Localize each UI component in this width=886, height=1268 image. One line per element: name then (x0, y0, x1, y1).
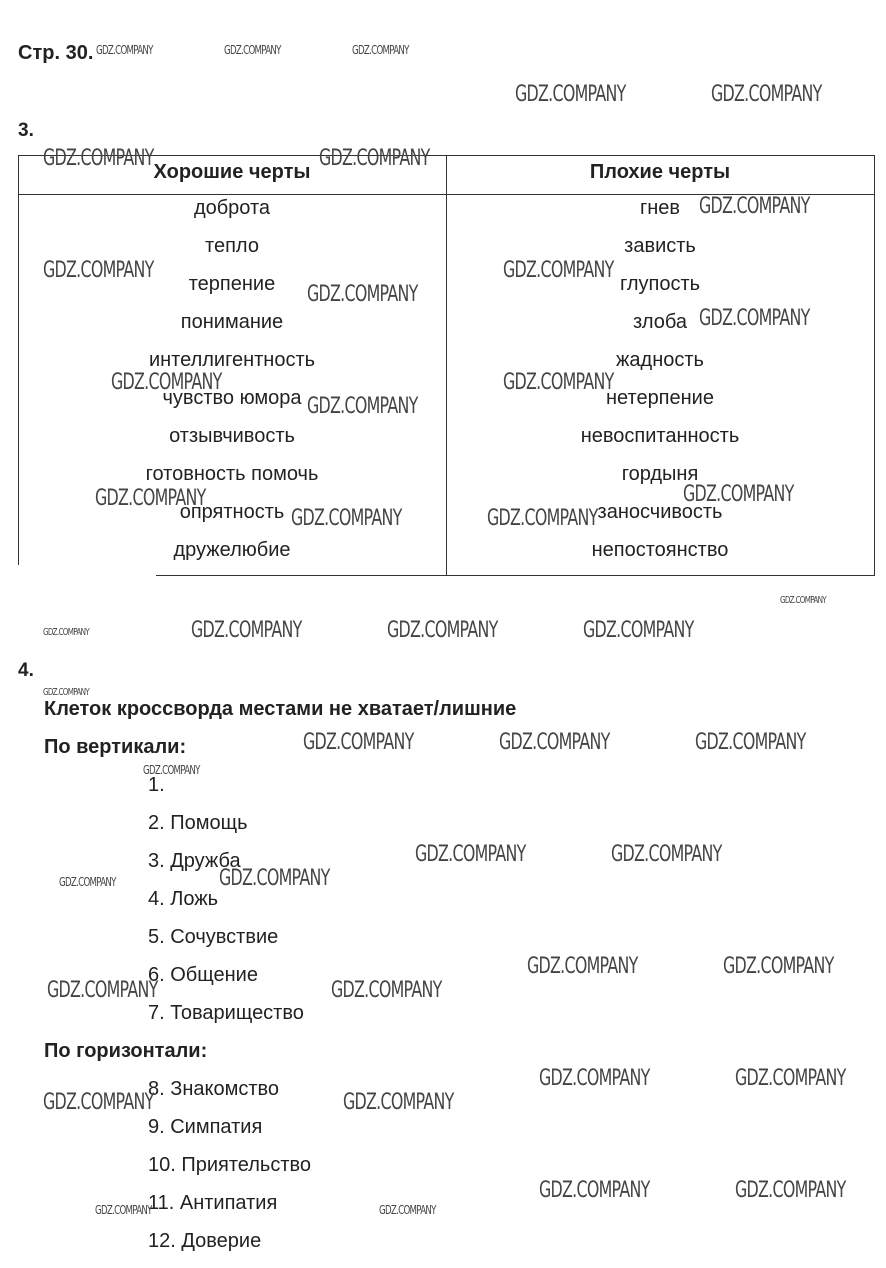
watermark: GDZ.COMPANY (583, 618, 694, 643)
task-3-number: 3. (18, 120, 34, 141)
watermark: GDZ.COMPANY (47, 978, 158, 1003)
bad-trait: непостоянство (591, 539, 729, 561)
watermark: GDZ.COMPANY (503, 370, 614, 395)
list-item: 2. Помощь (148, 812, 248, 834)
watermark: GDZ.COMPANY (695, 730, 806, 755)
header-good-traits: Хорошие черты (153, 161, 311, 183)
watermark: GDZ.COMPANY (224, 43, 281, 57)
vertical-answers (148, 774, 304, 1040)
good-trait: доброта (193, 197, 271, 219)
watermark: GDZ.COMPANY (111, 370, 222, 395)
watermark: GDZ.COMPANY (503, 258, 614, 283)
watermark: GDZ.COMPANY (699, 194, 810, 219)
watermark: GDZ.COMPANY (723, 954, 834, 979)
watermark: GDZ.COMPANY (43, 627, 89, 638)
watermark: GDZ.COMPANY (780, 595, 826, 606)
good-trait: готовность помочь (145, 463, 319, 485)
list-item: 11. Антипатия (148, 1192, 278, 1214)
watermark: GDZ.COMPANY (143, 763, 200, 777)
table-border-right (874, 155, 875, 576)
watermark: GDZ.COMPANY (43, 1090, 154, 1115)
watermark: GDZ.COMPANY (515, 82, 626, 107)
list-item: 8. Знакомство (148, 1078, 280, 1100)
watermark: GDZ.COMPANY (735, 1066, 846, 1091)
watermark: GDZ.COMPANY (352, 43, 409, 57)
watermark: GDZ.COMPANY (711, 82, 822, 107)
watermark: GDZ.COMPANY (343, 1090, 454, 1115)
watermark: GDZ.COMPANY (487, 506, 598, 531)
good-trait: тепло (205, 235, 259, 257)
list-item: 1. (148, 774, 165, 796)
bad-trait: злоба (632, 311, 688, 333)
list-item: 4. Ложь (148, 888, 219, 910)
good-trait: отзывчивость (169, 425, 295, 447)
header-bad-traits: Плохие черты (589, 161, 731, 183)
watermark: GDZ.COMPANY (219, 866, 330, 891)
watermark: GDZ.COMPANY (683, 482, 794, 507)
good-trait: дружелюбие (173, 539, 291, 561)
watermark: GDZ.COMPANY (331, 978, 442, 1003)
list-item: 9. Симпатия (148, 1116, 263, 1138)
watermark: GDZ.COMPANY (611, 842, 722, 867)
list-item: 7. Товарищество (148, 1002, 304, 1024)
watermark: GDZ.COMPANY (303, 730, 414, 755)
horizontal-answers (148, 1078, 311, 1268)
watermark: GDZ.COMPANY (539, 1066, 650, 1091)
watermark: GDZ.COMPANY (95, 1203, 152, 1217)
watermark: GDZ.COMPANY (699, 306, 810, 331)
bad-trait: гнев (639, 197, 681, 219)
watermark: GDZ.COMPANY (43, 258, 154, 283)
bad-trait: невоспитанность (580, 425, 740, 447)
watermark: GDZ.COMPANY (319, 146, 430, 171)
watermark: GDZ.COMPANY (191, 618, 302, 643)
list-item: 12. Доверие (148, 1230, 262, 1252)
bad-trait: зависть (624, 235, 696, 257)
bad-trait: заносчивость (597, 501, 723, 523)
watermark: GDZ.COMPANY (387, 618, 498, 643)
watermark: GDZ.COMPANY (291, 506, 402, 531)
bad-trait: жадность (616, 349, 704, 371)
list-item: 10. Приятельство (148, 1154, 312, 1176)
bad-trait: гордыня (621, 463, 699, 485)
list-item: 5. Сочувствие (148, 926, 279, 948)
list-item: 6. Общение (148, 964, 258, 986)
good-trait: чувство юмора (162, 387, 302, 409)
table-border-bottom (156, 575, 875, 576)
watermark: GDZ.COMPANY (59, 875, 116, 889)
watermark: GDZ.COMPANY (43, 146, 154, 171)
good-trait: терпение (188, 273, 276, 295)
watermark: GDZ.COMPANY (307, 282, 418, 307)
watermark: GDZ.COMPANY (43, 687, 89, 698)
watermark: GDZ.COMPANY (735, 1178, 846, 1203)
watermark: GDZ.COMPANY (307, 394, 418, 419)
watermark: GDZ.COMPANY (96, 43, 153, 57)
crossword-note: Клеток кроссворда местами не хватает/лишние (44, 698, 517, 720)
bad-trait: глупость (619, 273, 701, 295)
good-trait: интеллигентность (148, 349, 316, 371)
task-4-number: 4. (18, 660, 34, 681)
good-trait: понимание (180, 311, 284, 333)
vertical-heading: По вертикали: (44, 736, 187, 758)
page-title: Стр. 30. (18, 42, 94, 64)
watermark: GDZ.COMPANY (415, 842, 526, 867)
list-item: 3. Дружба (148, 850, 241, 872)
watermark: GDZ.COMPANY (539, 1178, 650, 1203)
horizontal-heading: По горизонтали: (44, 1040, 208, 1062)
bad-trait: нетерпение (606, 387, 714, 409)
watermark: GDZ.COMPANY (527, 954, 638, 979)
watermark: GDZ.COMPANY (95, 486, 206, 511)
good-trait: опрятность (179, 501, 285, 523)
watermark: GDZ.COMPANY (379, 1203, 436, 1217)
watermark: GDZ.COMPANY (499, 730, 610, 755)
